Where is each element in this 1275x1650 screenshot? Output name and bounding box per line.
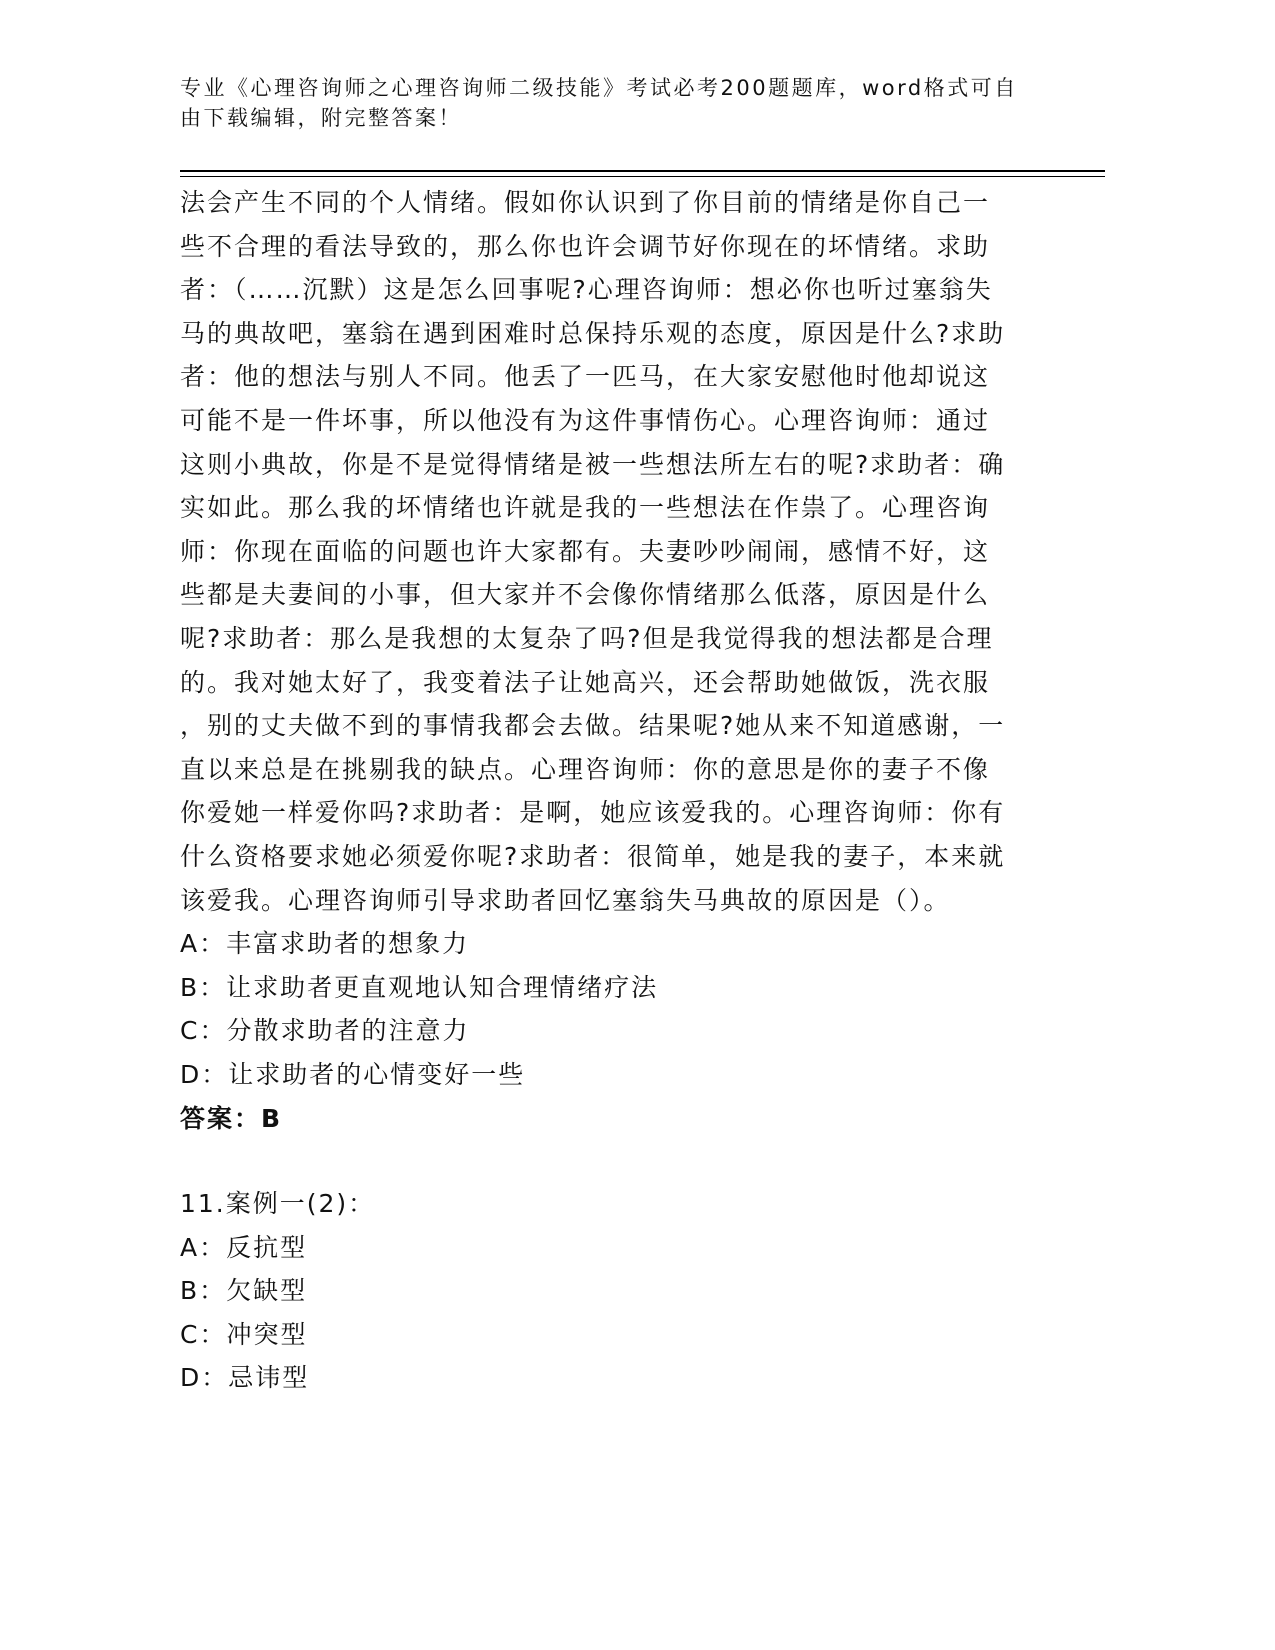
answer-option: A：丰富求助者的想象力: [180, 929, 470, 959]
answer-option: D：让求助者的心情变好一些: [180, 1060, 526, 1089]
question-stem-line: 你爱她一样爱你吗?求助者：是啊，她应该爱我的。心理咨询师：你有: [180, 798, 1006, 828]
question-stem-line: 师：你现在面临的问题也许大家都有。夫妻吵吵闹闹，感情不好，这: [180, 536, 991, 566]
question-stem-line: 这则小典故，你是不是觉得情绪是被一些想法所左右的呢?求助者：确: [180, 449, 1006, 479]
header-divider-thin: [180, 176, 1105, 177]
answer-key: 答案：B: [180, 1103, 283, 1133]
answer-option: B：让求助者更直观地认知合理情绪疗法: [180, 972, 659, 1002]
answer-option: B：欠缺型: [180, 1276, 308, 1306]
header-divider: [180, 170, 1105, 172]
question-stem-line: 实如此。那么我的坏情绪也许就是我的一些想法在作祟了。心理咨询: [180, 493, 991, 523]
question-stem-line: 些都是夫妻间的小事，但大家并不会像你情绪那么低落，原因是什么: [180, 580, 991, 610]
question-stem-line: ，别的丈夫做不到的事情我都会去做。结果呢?她从来不知道感谢，一: [180, 711, 1006, 741]
question-stem-line: 呢?求助者：那么是我想的太复杂了吗?但是我觉得我的想法都是合理: [180, 624, 994, 653]
question-stem-line: 法会产生不同的个人情绪。假如你认识到了你目前的情绪是你自己一: [180, 188, 991, 217]
question-stem-line: 什么资格要求她必须爱你呢?求助者：很简单，她是我的妻子，本来就: [180, 842, 1006, 871]
question-stem-line: 者：（……沉默）这是怎么回事呢?心理咨询师：想必你也听过塞翁失: [180, 275, 993, 305]
header-line: 由下载编辑，附完整答案！: [180, 106, 462, 130]
question-stem-line: 马的典故吧，塞翁在遇到困难时总保持乐观的态度，原因是什么?求助: [180, 318, 1006, 348]
header-line: 专业《心理咨询师之心理咨询师二级技能》考试必考200题题库，word格式可自: [180, 76, 1018, 100]
answer-option: A：反抗型: [180, 1232, 308, 1262]
question-stem-line: 的。我对她太好了，我变着法子让她高兴，还会帮助她做饭，洗衣服: [180, 667, 991, 697]
answer-option: D：忌讳型: [180, 1363, 310, 1393]
answer-option: C：分散求助者的注意力: [180, 1016, 470, 1046]
question-stem-line: 直以来总是在挑剔我的缺点。心理咨询师：你的意思是你的妻子不像: [180, 754, 991, 784]
answer-option: C：冲突型: [180, 1319, 308, 1349]
question-stem-line: 些不合理的看法导致的，那么你也许会调节好你现在的坏情绪。求助: [180, 231, 991, 261]
question-stem-line: 者：他的想法与别人不同。他丢了一匹马，在大家安慰他时他却说这: [180, 362, 991, 392]
question-stem-line: 可能不是一件坏事，所以他没有为这件事情伤心。心理咨询师：通过: [180, 406, 991, 435]
question-stem-line: 该爱我。心理咨询师引导求助者回忆塞翁失马典故的原因是（）。: [180, 885, 951, 915]
question-title: 11.案例一(2)：: [180, 1189, 376, 1218]
